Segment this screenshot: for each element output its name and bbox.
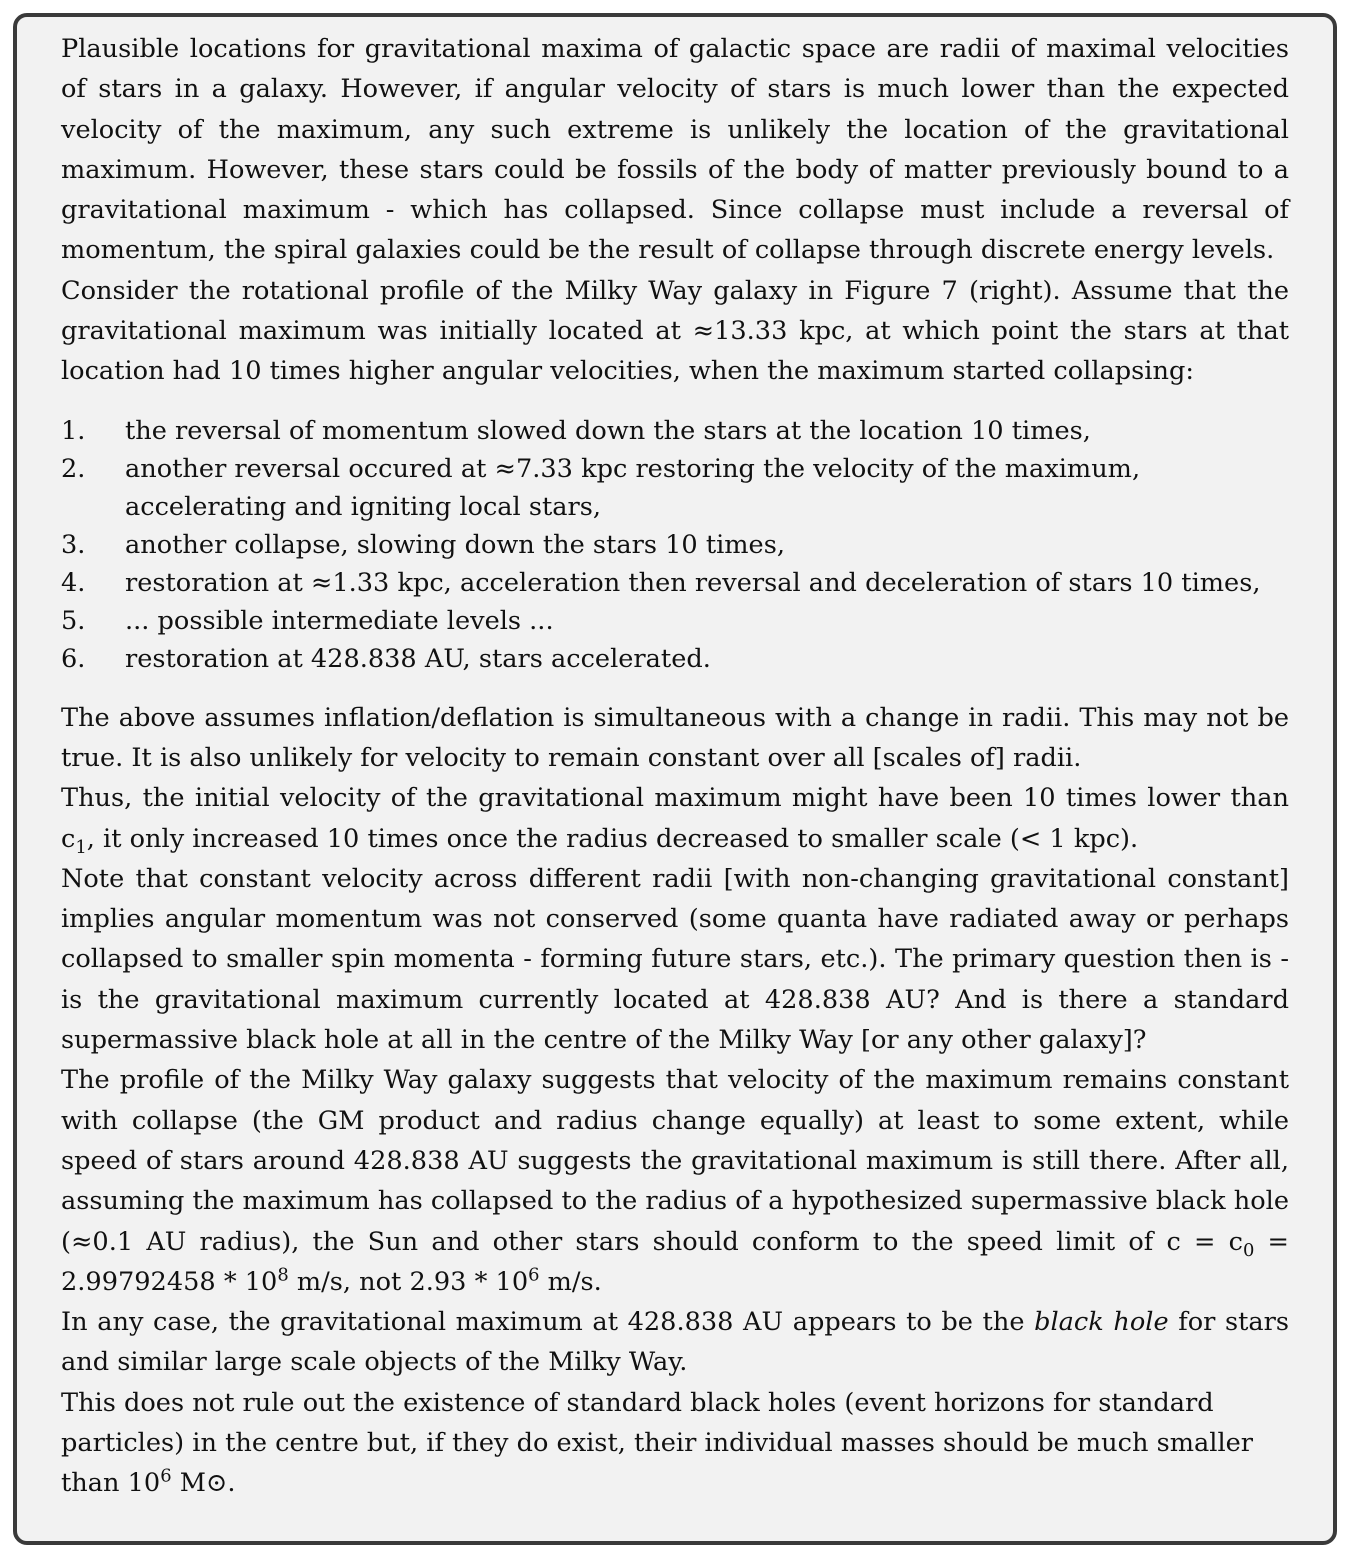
list-number: 2. [61, 453, 86, 484]
list-text: the reversal of momentum slowed down the stars at the location 10 times, [125, 415, 1091, 446]
paragraph-standard-black-holes [61, 1383, 1289, 1504]
paragraph-assumption: The above assumes inflation/deflation is simultaneous with a change in radii. This may not be true. It is also unlikely for velocity to remain constant over all [scales of] radii. [61, 702, 1289, 773]
text-run: m/s, not 2.93 * 10 [288, 1266, 529, 1297]
text-run: Thus, the initial velocity of the gravitational maximum might have been 10 times lower than c [61, 783, 1289, 854]
list-item [61, 602, 1289, 640]
list-item [61, 450, 1289, 526]
list-text: restoration at 428.838 AU, stars accelerated. [125, 643, 711, 674]
subscript: 0 [1242, 1239, 1255, 1261]
list-item [61, 526, 1289, 564]
superscript: 8 [277, 1264, 289, 1286]
list-text: another reversal occured at ≈7.33 kpc restoring the velocity of the maximum, accelerating and igniting local stars, [125, 453, 1141, 522]
subscript: 1 [75, 836, 87, 858]
text-run: This does not rule out the existence of standard black holes (event horizons for standard particles) in the centre but, if they do exist, their individual masses should be much smaller than 10 [61, 1387, 1254, 1499]
list-number: 1. [61, 415, 86, 446]
list-number: 5. [61, 605, 86, 636]
list-item [61, 564, 1289, 602]
list-number: 6. [61, 643, 86, 674]
paragraph-black-hole [61, 1302, 1289, 1383]
collapse-steps-list [61, 412, 1289, 678]
paragraph-milky-way-profile [61, 1060, 1289, 1302]
emphasis: black hole [1034, 1307, 1169, 1338]
text-run: for stars and similar large scale objects of the Milky Way. [61, 1307, 1289, 1378]
paragraph-initial-velocity [61, 778, 1289, 859]
text-run: , it only increased 10 times once the radius decreased to smaller scale (< 1 kpc). [86, 823, 1139, 854]
paragraph-angular-momentum: Note that constant velocity across different radii [with non-changing gravitational constant] implies angular momentum was not conserved (some quanta have radiated away or perhaps collapsed to smaller spin momenta - forming future stars, etc.). The primary question then is - is the gravitational maximum currently located at 428.838 AU? And is there a standard supermassive black hole at all in the centre of the Milky Way [or any other galaxy]? [61, 863, 1289, 1056]
list-number: 3. [61, 529, 86, 560]
text-run: The profile of the Milky Way galaxy suggests that velocity of the maximum remains constant with collapse (the GM product and radius change equally) at least to some extent, while speed of stars around 428.838 AU suggests the gravitational maximum is still there. After all, assuming the maximum has collapsed to the radius of a hypothesized supermassive black hole (≈0.1 AU radius), the Sun and other stars should conform to the speed limit of c = c [61, 1065, 1289, 1257]
list-item [61, 412, 1289, 450]
text-run: M⊙. [171, 1468, 236, 1499]
paragraph-rotational-profile: Consider the rotational profile of the Milky Way galaxy in Figure 7 (right). Assume that the gravitational maximum was initially located at ≈13.33 kpc, at which point the stars at that location had 10 times higher angular velocities, when the maximum started collapsing: [61, 275, 1289, 387]
list-number: 4. [61, 567, 86, 598]
paragraph-intro: Plausible locations for gravitational maxima of galactic space are radii of maximal velocities of stars in a galaxy. However, if angular velocity of stars is much lower than the expected velocity of the maximum, any such extreme is unlikely the location of the gravitational maximum. However, these stars could be fossils of the body of matter previously bound to a gravitational maximum - which has collapsed. Since collapse must include a reversal of momentum, the spiral galaxies could be the result of collapse through discrete energy levels. [61, 34, 1289, 266]
list-text: ... possible intermediate levels ... [125, 605, 554, 636]
list-text: another collapse, slowing down the stars 10 times, [125, 529, 785, 560]
text-run: m/s. [539, 1266, 602, 1297]
superscript: 6 [160, 1465, 172, 1487]
list-item [61, 640, 1289, 678]
text-run: In any case, the gravitational maximum at 428.838 AU appears to be the [61, 1307, 1035, 1338]
superscript: 6 [528, 1264, 540, 1286]
text-run: = 2.99792458 * 10 [61, 1226, 1289, 1297]
list-text: restoration at ≈1.33 kpc, acceleration then reversal and deceleration of stars 10 times, [125, 567, 1261, 598]
text-box [13, 13, 1337, 1545]
